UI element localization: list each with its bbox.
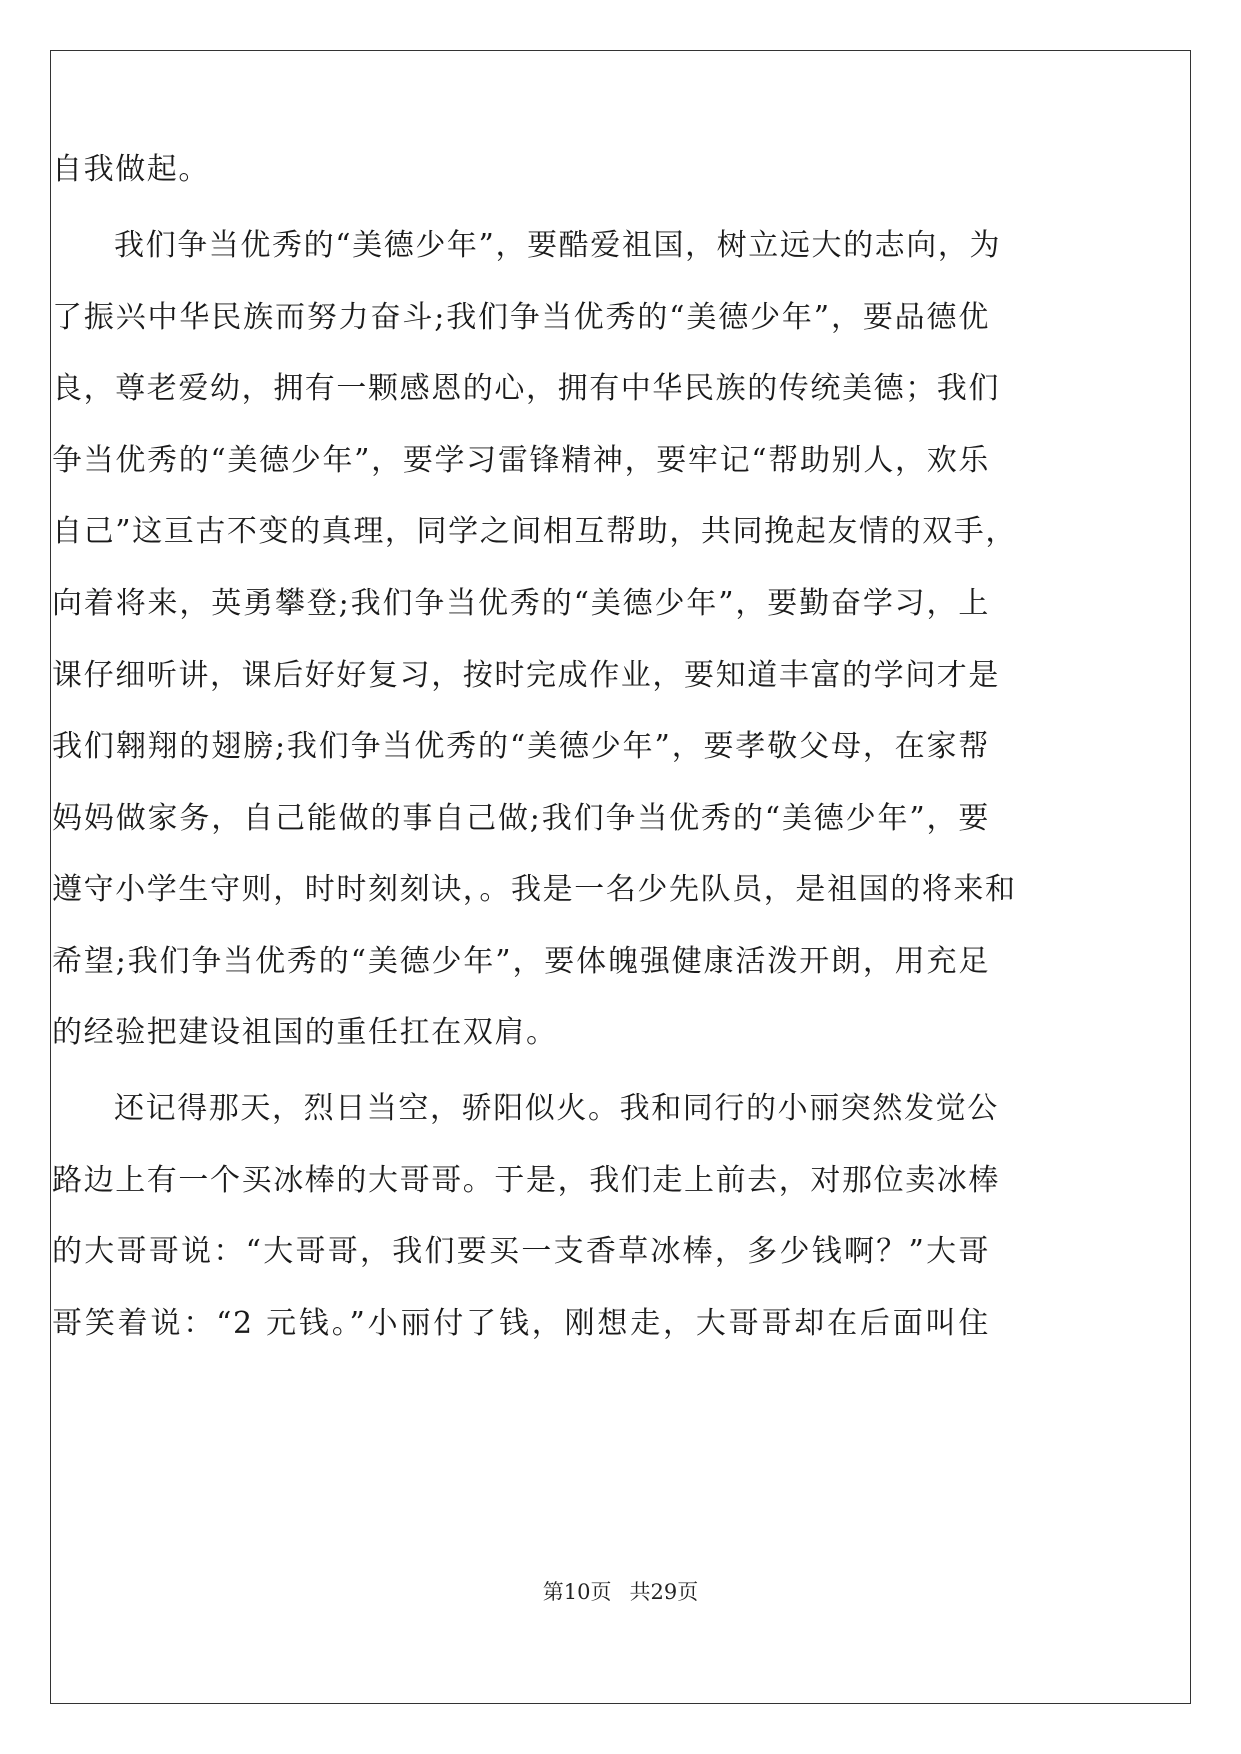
text-line: 哥笑着说：“2 元钱。”小丽付了钱，刚想走，大哥哥却在后面叫住 xyxy=(52,1306,990,1341)
page-footer xyxy=(0,1576,1241,1606)
text-line: 的大哥哥说：“大哥哥，我们要买一支香草冰棒，多少钱啊？”大哥 xyxy=(52,1234,990,1269)
text-line: 路边上有一个买冰棒的大哥哥。于是，我们走上前去，对那位卖冰棒 xyxy=(52,1163,1000,1198)
text-line: 自我做起。 xyxy=(52,152,210,187)
text-line: 了振兴中华民族而努力奋斗;我们争当优秀的“美德少年”，要品德优 xyxy=(52,300,990,335)
paragraph-start-line: 还记得那天，烈日当空，骄阳似火。我和同行的小丽突然发觉公 xyxy=(114,1091,999,1126)
text-line: 向着将来，英勇攀登;我们争当优秀的“美德少年”，要勤奋学习，上 xyxy=(52,586,990,621)
page-total: 共29页 xyxy=(629,1580,699,1604)
text-line: 的经验把建设祖国的重任扛在双肩。 xyxy=(52,1015,558,1050)
text-line: 课仔细听讲，课后好好复习，按时完成作业，要知道丰富的学问才是 xyxy=(52,658,1000,693)
text-line: 妈妈做家务，自己能做的事自己做;我们争当优秀的“美德少年”，要 xyxy=(52,801,990,836)
paragraph-start-line: 我们争当优秀的“美德少年”，要酷爱祖国，树立远大的志向，为 xyxy=(114,228,1002,263)
text-line: 我们翱翔的翅膀;我们争当优秀的“美德少年”，要孝敬父母，在家帮 xyxy=(52,729,990,764)
text-line: 自己”这亘古不变的真理，同学之间相互帮助，共同挽起友情的双手， xyxy=(52,514,1017,549)
text-line: 希望;我们争当优秀的“美德少年”，要体魄强健康活泼开朗，用充足 xyxy=(52,944,990,979)
text-line: 遵守小学生守则，时时刻刻诀，。我是一名少先队员，是祖国的将来和 xyxy=(52,872,1017,907)
text-line: 争当优秀的“美德少年”，要学习雷锋精神，要牢记“帮助别人，欢乐 xyxy=(52,443,990,478)
text-line: 良，尊老爱幼，拥有一颗感恩的心，拥有中华民族的传统美德；我们 xyxy=(52,371,1000,406)
page-number: 第10页 xyxy=(542,1580,612,1604)
